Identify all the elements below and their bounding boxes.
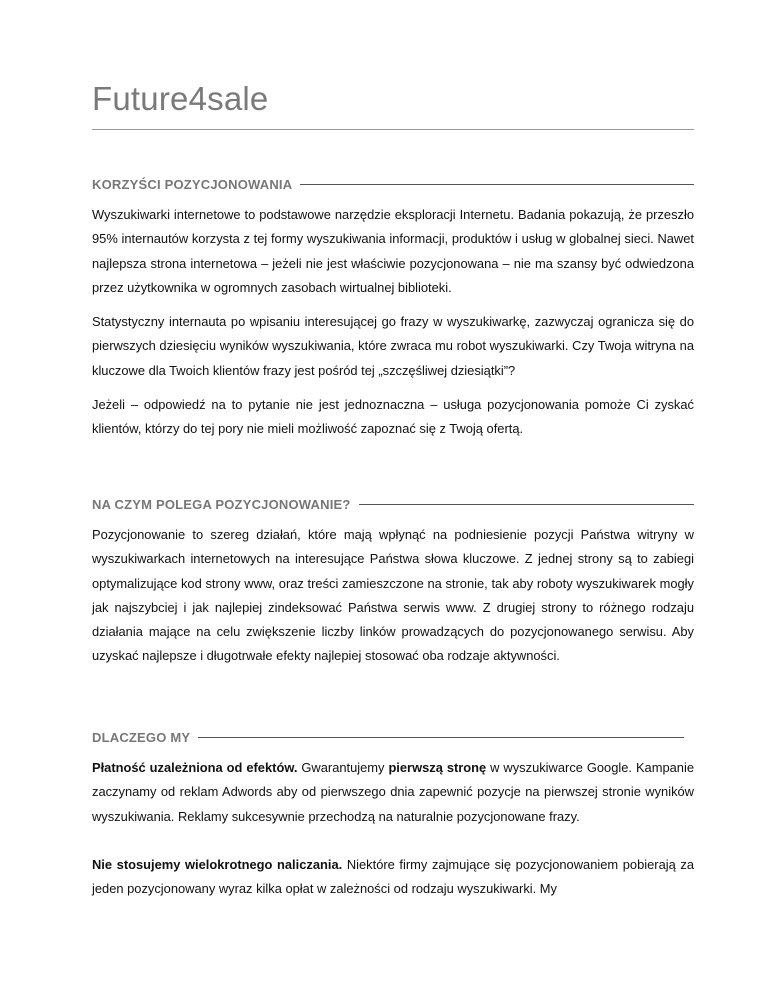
title-divider: [92, 129, 694, 130]
paragraph: Pozycjonowanie to szereg działań, które mają wpłynąć na podniesienie pozycji Państwa witryny w wyszukiwarkach internetowych na interesujące Państwa słowa kluczowe. Z jednej strony są to zabiegi optymalizujące kod strony www, oraz treści zamieszczone na stronie, tak aby roboty wyszukiwarek mogły jak najszybciej i jak najlepiej zindeksować Państwa serwis www. Z drugiej strony to różnego rodzaju działania mające na celu zwiększenie liczby linków prowadzących do pozycjonowanego serwisu. Aby uzyskać najlepsze i długotrwałe efekty najlepiej stosować oba rodzaje aktywności.: [92, 527, 694, 664]
section-heading-rule: [300, 184, 694, 185]
paragraph: Jeżeli – odpowiedź na to pytanie nie jest jednoznaczna – usługa pozycjonowania pomoże Ci zyskać klientów, którzy do tej pory nie mieli możliwość zapoznać się z Twoją ofertą.: [92, 397, 694, 437]
document-title: Future4sale: [92, 80, 269, 117]
section-heading-rule: [359, 504, 694, 505]
section-heading-text: NA CZYM POLEGA POZYCJONOWANIE?: [92, 496, 351, 512]
bold-emphasis: pierwszą stronę: [388, 760, 487, 775]
list-item: [92, 853, 694, 902]
section-korzysci: [92, 174, 694, 442]
item-text: Gwarantujemy: [297, 760, 389, 775]
section-heading-text: KORZYŚCI POZYCJONOWANIA: [92, 176, 293, 192]
section-heading: [92, 727, 694, 747]
section-heading-text: DLACZEGO MY: [92, 729, 191, 745]
bold-lead: Płatność uzależniona od efektów.: [92, 760, 298, 775]
paragraph: Wyszukiwarki internetowe to podstawowe narzędzie eksploracji Internetu. Badania pokazują, że przeszło 95% internautów korzysta z tej formy wyszukiwania informacji, produktów i usług w globalnej sieci. Nawet najlepsza strona internetowa – jeżeli nie jest właściwie pozycjonowana – nie ma szansy być odwiedzona przez użytkownika w ogromnych zasobach wirtualnej biblioteki.: [92, 207, 694, 295]
section-heading-rule: [198, 737, 684, 738]
bold-lead: Nie stosujemy wielokrotnego naliczania.: [92, 856, 343, 872]
section-na-czym-polega: [92, 494, 694, 669]
section-dlaczego-my: [92, 727, 694, 901]
list-item: [92, 756, 694, 829]
paragraph: Statystyczny internauta po wpisaniu interesującej go frazy w wyszukiwarkę, zazwyczaj ogranicza się do pierwszych dziesięciu wyników wyszukiwania, które zwraca mu robot wyszukiwarki. Czy Twoja witryna na kluczowe dla Twoich klientów frazy jest pośród tej „szczęśliwej dziesiątki”?: [92, 314, 694, 378]
item-text: w wyszukiwarce Google. Kampanie zaczynamy od reklam Adwords aby od pierwszego dnia zapewnić pozycje na pierwszej stronie wyników wyszukiwania. Reklamy sukcesywnie przechodzą na naturalnie pozycjonowane frazy.: [92, 760, 694, 824]
item-text: Niektóre firmy zajmujące się pozycjonowaniem pobierają za jeden pozycjonowany wyraz kilka opłat w zależności od rodzaju wyszukiwarki. My: [92, 856, 694, 897]
section-heading: [92, 494, 694, 514]
section-heading: [92, 174, 694, 194]
